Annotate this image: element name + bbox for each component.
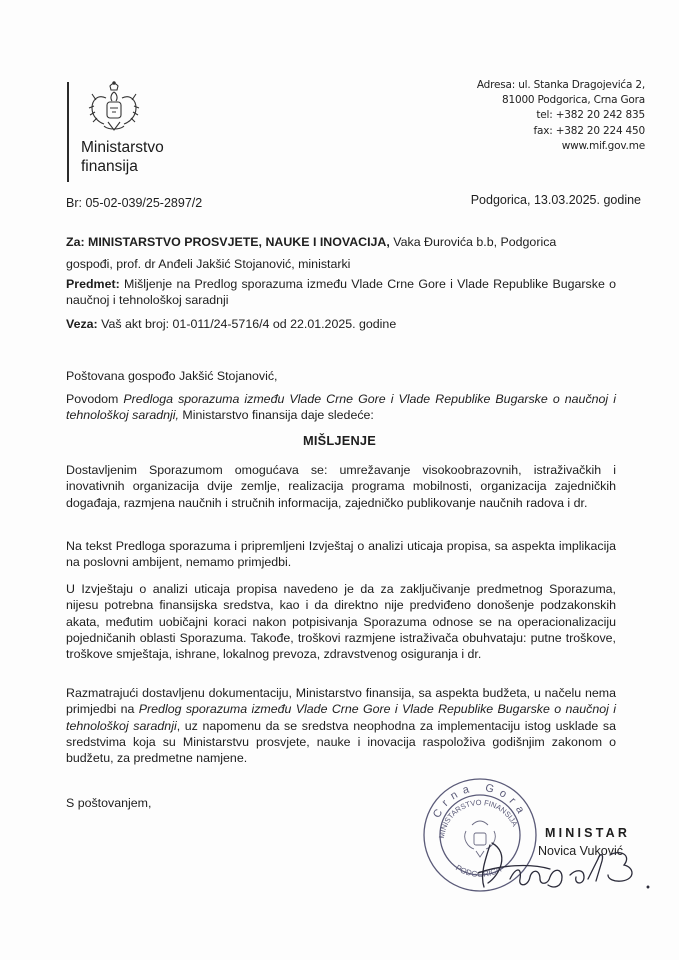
reference-number: Br: 05-02-039/25-2897/2 [66, 196, 203, 210]
paragraph-3: U Izvještaju o analizi uticaja propisa navedeno je da za zaključivanje predmetnog Sporazuma, nijesu potrebna finansijska sredstva, kao i da direktno nije predviđeno donošenje podzakonskih akata, međutim uobičajni koraci nakon potpisivanja Sporazuma odnose se na operacionalizaciju pojedničanih oblasti Sporazuma. Takođe, troškovi razmjene istraživača obuhvataju: putne troškove, troškove smještaja, ishrane, lokalnog prevoza, zdravstvenog osiguranja i dr. [66, 582, 616, 662]
link-line [66, 316, 616, 332]
subject-line [66, 276, 616, 309]
recipient-line [66, 234, 616, 250]
paragraph-4-pre: Razmatrajući dostavljenu dokumentaciju, Ministarstvo finansija, sa aspekta budžeta, u načelu nema primjedbi na [66, 686, 616, 717]
place-and-date: Podgorica, 13.03.2025. godine [470, 193, 641, 207]
montenegro-coat-of-arms-icon [84, 80, 144, 138]
svg-text:PODGORICA: PODGORICA [454, 863, 503, 879]
paragraph-4-agreement-title: Predlog sporazuma između Vlade Crne Gore i Vlade Republike Bugarske o naučnoj i tehnološkoj saradnji [66, 702, 616, 733]
subject-label: Predmet: [66, 277, 120, 291]
ministry-name-line2: finansija [81, 158, 138, 175]
closing: S poštovanjem, [66, 796, 152, 810]
ministry-address-block [477, 78, 645, 154]
ministry-name [81, 138, 164, 176]
link-text: Vaš akt broj: 01-011/24-5716/4 od 22.01.2025. godine [101, 317, 397, 331]
intro-post: Ministarstvo finansija daje sledeće: [178, 408, 374, 423]
address-phone: tel: +382 20 242 835 [536, 109, 645, 122]
signatory-name: Novica Vuković [538, 844, 623, 858]
intro-agreement-title: Predloga sporazuma između Vlade Crne Gore i Vlade Republike Bugarske o naučnoj i tehnološkoj saradnji, [66, 392, 616, 423]
ministry-name-line1: Ministarstvo [81, 139, 164, 156]
paragraph-1: Dostavljenim Sporazumom omogućava se: umrežavanje visokoobrazovnih, istraživačkih i inovativnih organizacija dvije zemlje, realizacija programa mobilnosti, organizacija zajedničkih događaja, razmjena naučnih i stručnih informacija, zajedničko publikovanje naučnih radova i dr. [66, 463, 616, 510]
recipient-attention: gospođi, prof. dr Anđeli Jakšić Stojanović, ministarki [66, 257, 351, 271]
intro-pre: Povodom [66, 392, 124, 406]
intro-paragraph [66, 391, 616, 424]
salutation: Poštovana gospođo Jakšić Stojanović, [66, 369, 278, 383]
address-street: Adresa: ul. Stanka Dragojevića 2, [476, 79, 645, 91]
address-city: 81000 Podgorica, Crna Gora [502, 94, 645, 107]
address-fax: fax: +382 20 224 450 [533, 124, 645, 137]
address-website: www.mif.gov.me [561, 139, 645, 152]
paragraph-4-post: , uz napomenu da se sredstva neophodna za implementaciju istog usklade sa sredstvima koja su Ministarstvu prosvjete, nauke i inovacija raspoloživa godišnjim zakonom o budžetu, za predmetne namjene. [66, 718, 616, 766]
opinion-heading: MIŠLJENJE [303, 433, 376, 448]
handwritten-signature-icon [470, 835, 660, 895]
recipient-address: Vaka Đurovića b.b, Podgorica [393, 235, 557, 249]
recipient-organization: MINISTARSTVO PROSVJETE, NAUKE I INOVACIJA, [88, 235, 390, 249]
letterhead-divider [67, 82, 69, 182]
svg-text:Crna Gora: Crna Gora [430, 781, 530, 821]
recipient-label: Za: [66, 235, 85, 249]
paragraph-2: Na tekst Predloga sporazuma i pripremljeni Izvještaj o analizi uticaja propisa, sa aspekta implikacija na poslovni ambijent, nemamo primjedbi. [66, 539, 616, 570]
paragraph-4 [66, 685, 616, 766]
link-label: Veza: [66, 317, 98, 331]
svg-text:MINISTARSTVO FINANSIJA: MINISTARSTVO FINANSIJA [437, 797, 520, 840]
signatory-title: MINISTAR [545, 826, 631, 840]
subject-text: Mišljenje na Predlog sporazuma između Vlade Crne Gore i Vlade Republike Bugarske o naučnoj i tehnološkoj saradnji [66, 277, 616, 308]
